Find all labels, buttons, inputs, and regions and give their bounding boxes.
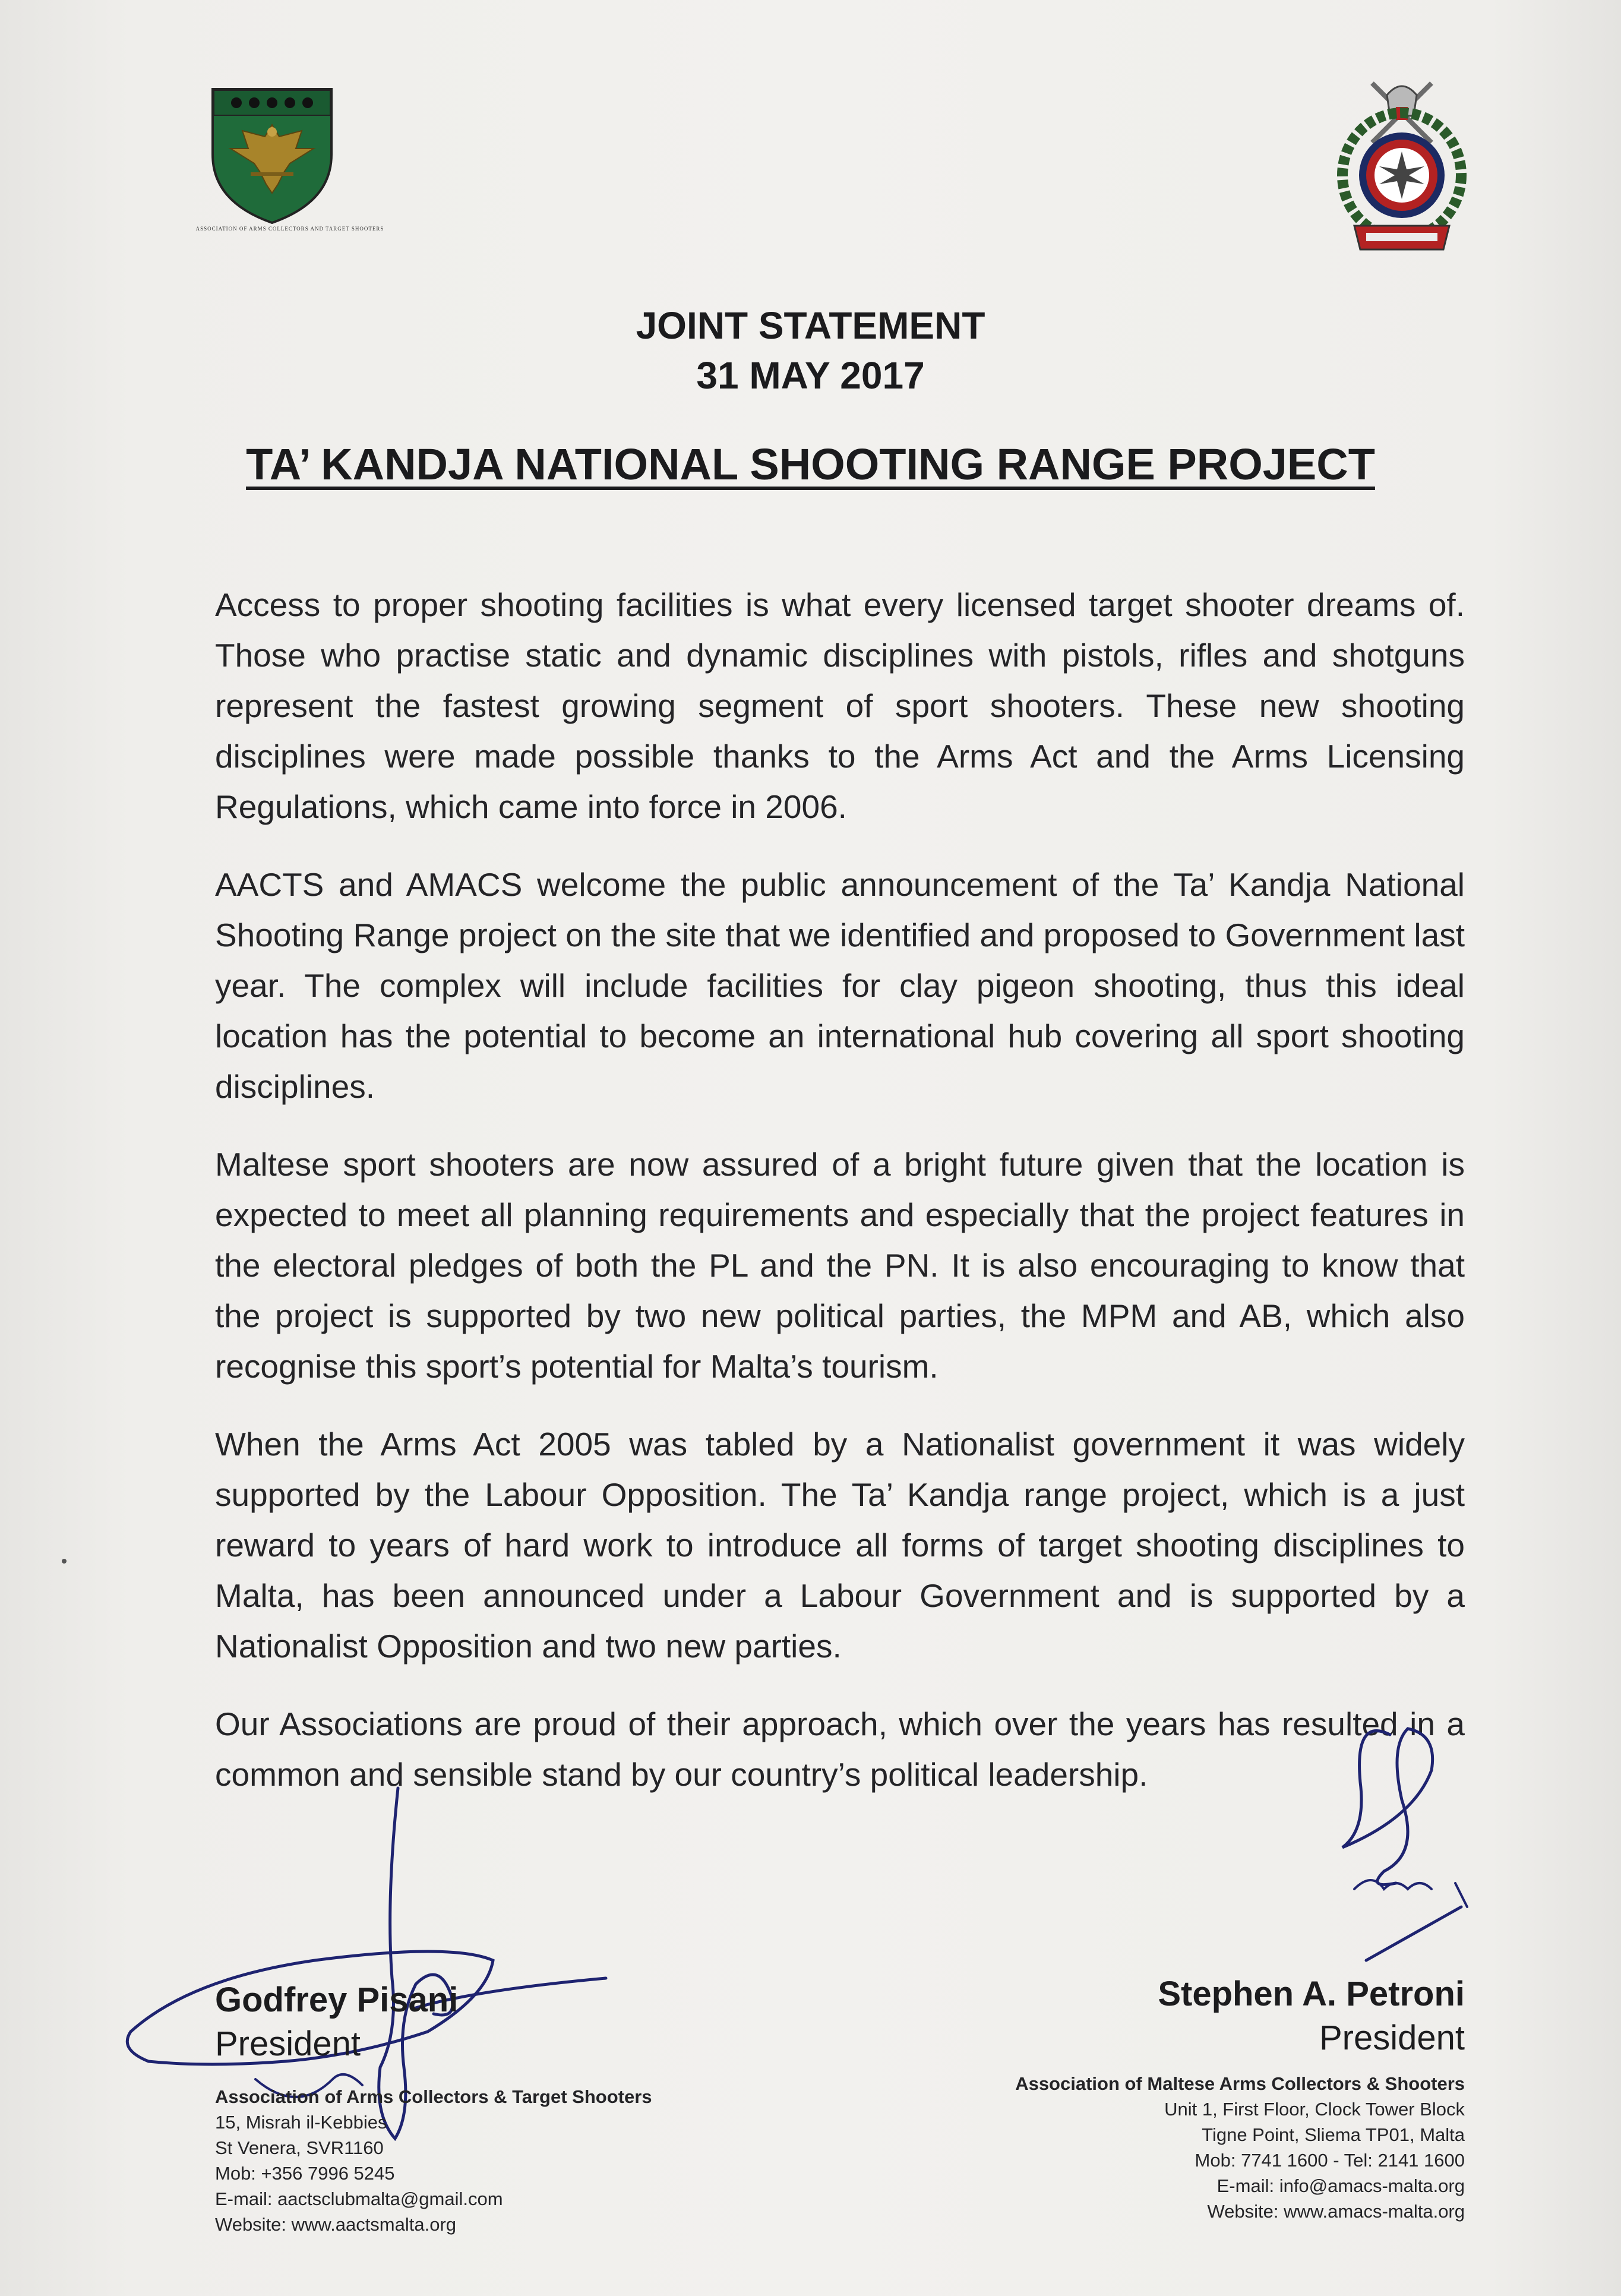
signatory-right-phone: Mob: 7741 1600 - Tel: 2141 1600 [1195,2150,1465,2171]
signatory-right-address-1: Unit 1, First Floor, Clock Tower Block [1164,2099,1465,2120]
signatory-right-organization: Association of Maltese Arms Collectors & Shooters [1015,2073,1465,2094]
paragraph: When the Arms Act 2005 was tabled by a Nationalist government it was widely supported by the Labour Opposition. The Ta’ Kandja range project, which is a just reward to years of hard work to introduce all forms of target shooting disciplines to Malta, has been announced under a Labour Government and is supported by a Nationalist Opposition and two new parties. [215,1426,1465,1665]
signatory-left [215,1978,750,2237]
paper-mark [62,1559,67,1564]
statement-label: JOINT STATEMENT [636,304,985,347]
signatory-right-address-2: Tigne Point, Sliema TP01, Malta [1202,2124,1465,2145]
signatory-right-email: E-mail: info@amacs-malta.org [1216,2175,1465,2196]
statement-body [215,580,1465,1827]
signatory-right-name: Stephen A. Petroni [1158,1975,1465,2013]
signatory-left-organization: Association of Arms Collectors & Target Shooters [215,2086,652,2107]
signatory-left-address-2: St Venera, SVR1160 [215,2137,384,2158]
signatory-left-mobile: Mob: +356 7996 5245 [215,2163,395,2184]
amacs-emblem-icon [1331,71,1473,267]
paragraph: Maltese sport shooters are now assured of a bright future given that the location is expected to meet all planning requirements and especially that the project features in the electoral pledges of both the PL and the PN. It is also encouraging to know that the project is supported by two new political parties, the MPM and AB, which also recognise this sport’s potential for Malta’s tourism. [215,1146,1465,1385]
signatory-right-website: Website: www.amacs-malta.org [1207,2201,1465,2222]
aacts-logo-caption: ASSOCIATION OF ARMS COLLECTORS AND TARGET SHOOTERS [195,226,384,232]
paragraph: AACTS and AMACS welcome the public announcement of the Ta’ Kandja National Shooting Range project on the site that we identified and proposed to Government last year. The complex will include facilities for clay pigeon shooting, thus this ideal location has the potential to become an international hub covering all sport shooting disciplines. [215,866,1465,1105]
amacs-logo [1331,71,1473,267]
signatory-left-role: President [215,2025,361,2063]
signatory-left-name: Godfrey Pisani [215,1981,459,2019]
signatory-right [927,1972,1465,2224]
statement-title: TA’ KANDJA NATIONAL SHOOTING RANGE PROJECT [246,440,1375,489]
aacts-logo [189,83,391,250]
aacts-shield-icon [189,83,391,226]
signatory-left-email: E-mail: aactsclubmalta@gmail.com [215,2188,503,2209]
statement-date: 31 MAY 2017 [696,354,925,397]
paragraph: Access to proper shooting facilities is what every licensed target shooter dreams of. Those who practise static and dynamic disciplines with pistols, rifles and shotguns represent the fastest growing segment of sport shooters. These new shooting disciplines were made possible thanks to the Arms Act and the Arms Licensing Regulations, which came into force in 2006. [215,586,1465,825]
signatory-right-role: President [1319,2019,1465,2057]
signatory-left-address-1: 15, Misrah il-Kebbies [215,2112,387,2133]
signatory-left-website: Website: www.aactsmalta.org [215,2214,457,2235]
paragraph: Our Associations are proud of their approach, which over the years has resulted in a common and sensible stand by our country’s political leadership. [215,1706,1465,1793]
